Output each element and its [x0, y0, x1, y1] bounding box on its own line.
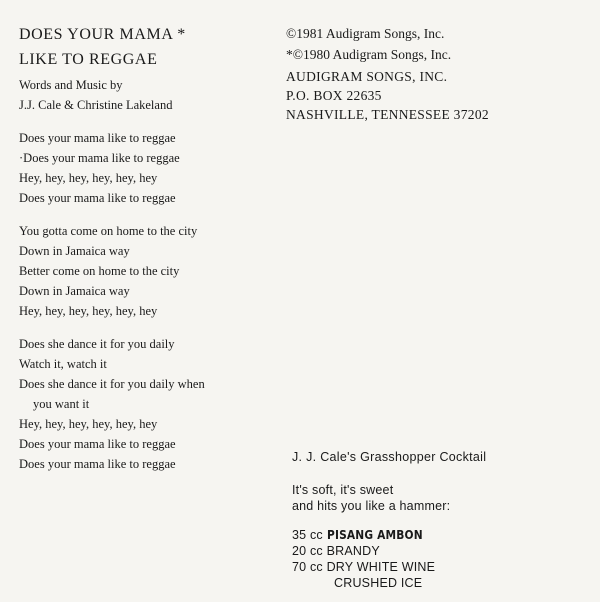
credits-names: J.J. Cale & Christine Lakeland: [19, 98, 173, 112]
lyric-line: you want it: [33, 397, 90, 411]
ingredient-amount: 70 cc: [292, 560, 323, 574]
lyric-line: Hey, hey, hey, hey, hey, hey: [19, 171, 158, 185]
cocktail-intro-line-2: and hits you like a hammer:: [292, 499, 451, 513]
lyric-line: ·Does your mama like to reggae: [19, 151, 180, 165]
publisher-column: [286, 24, 586, 124]
copyright-notice-1: ©1981 Audigram Songs, Inc.: [286, 26, 445, 41]
ingredient-name: BRANDY: [326, 544, 380, 558]
publisher-po-box: P.O. BOX 22635: [286, 88, 382, 103]
lyrics-column: [19, 22, 289, 474]
ingredient-amount: 35 cc: [292, 528, 323, 542]
cocktail-title: J. J. Cale's Grasshopper Cocktail: [292, 450, 487, 464]
publisher-address: [286, 67, 586, 124]
lyric-line: Does she dance it for you daily when: [19, 377, 205, 391]
copyright-notice-2: *©1980 Audigram Songs, Inc.: [286, 47, 452, 62]
songwriter-credits: [19, 75, 289, 115]
cocktail-recipe: [292, 449, 582, 591]
lyric-line: Does she dance it for you daily: [19, 337, 175, 351]
lyric-line: Hey, hey, hey, hey, hey, hey: [19, 417, 158, 431]
lyric-line: Down in Jamaica way: [19, 244, 130, 258]
ingredient-item: [292, 527, 582, 543]
song-title-line-2: LIKE TO REGGAE: [19, 51, 158, 68]
lyric-line: You gotta come on home to the city: [19, 224, 198, 238]
ingredient-item: [292, 559, 582, 575]
cocktail-intro-line-1: It's soft, it's sweet: [292, 483, 394, 497]
lyric-line: Does your mama like to reggae: [19, 457, 176, 471]
lyric-line: Hey, hey, hey, hey, hey, hey: [19, 304, 158, 318]
publisher-city: NASHVILLE, TENNESSEE 37202: [286, 107, 489, 122]
lyric-line: Watch it, watch it: [19, 357, 107, 371]
stanza-2: [19, 221, 289, 321]
lyric-line: Does your mama like to reggae: [19, 437, 176, 451]
lyric-line: Does your mama like to reggae: [19, 191, 176, 205]
credits-label: Words and Music by: [19, 78, 123, 92]
ingredient-list: [292, 527, 582, 591]
stanza-1: [19, 128, 289, 208]
cocktail-intro: [292, 482, 582, 514]
ingredient-item: [292, 543, 582, 559]
ingredient-amount: 20 cc: [292, 544, 323, 558]
song-title: [19, 22, 289, 72]
ingredient-extra: CRUSHED ICE: [334, 576, 423, 590]
stanza-3: [19, 334, 289, 474]
lyric-line: Down in Jamaica way: [19, 284, 130, 298]
lyric-line: Does your mama like to reggae: [19, 131, 176, 145]
song-title-line-1: DOES YOUR MAMA *: [19, 26, 186, 43]
lyric-line: Better come on home to the city: [19, 264, 180, 278]
publisher-name: AUDIGRAM SONGS, INC.: [286, 69, 448, 84]
ingredient-name: DRY WHITE WINE: [326, 560, 436, 574]
ingredient-name: PISANG AMBON: [326, 527, 423, 542]
